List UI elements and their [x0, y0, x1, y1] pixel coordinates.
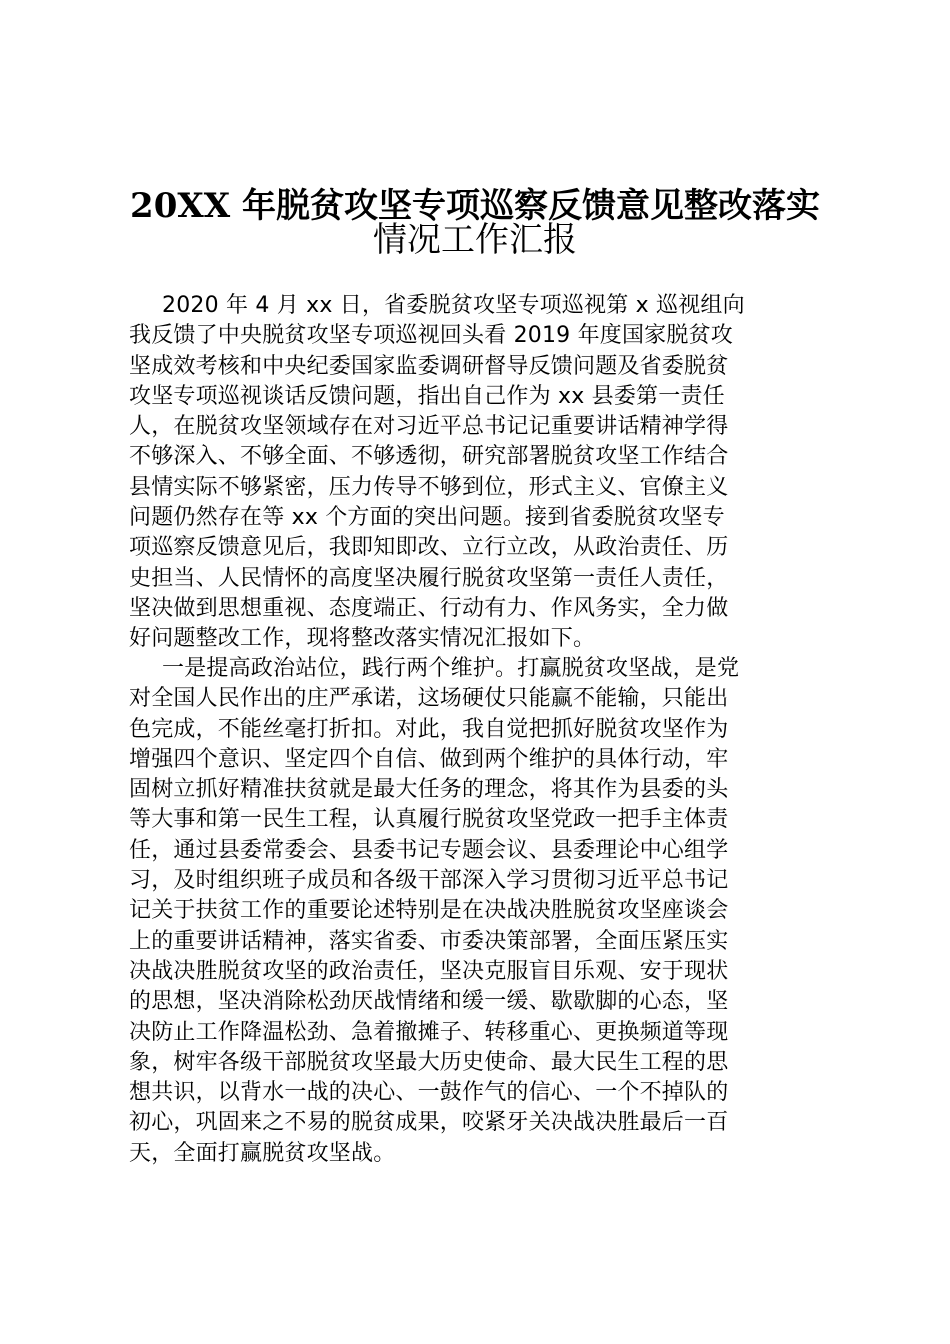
- document-title-line-1: 20XX 年脱贫攻坚专项巡察反馈意见整改落实: [130, 186, 820, 226]
- paragraph-line: 记关于扶贫工作的重要论述特别是在决战决胜脱贫攻坚座谈会: [129, 898, 729, 924]
- paragraph-line: 对全国人民作出的庄严承诺，这场硬仗只能赢不能输，只能出: [129, 686, 729, 712]
- paragraph-line: 固树立抓好精准扶贫就是最大任务的理念，将其作为县委的头: [129, 777, 729, 803]
- paragraph-line: 2020 年 4 月 xx 日，省委脱贫攻坚专项巡视第 x 巡视组向: [162, 293, 745, 318]
- paragraph-line: 史担当、人民情怀的高度坚决履行脱贫攻坚第一责任人责任，: [129, 565, 729, 591]
- paragraph-line: 想共识，以背水一战的决心、一鼓作气的信心、一个不掉队的: [129, 1080, 729, 1106]
- paragraph-line: 坚成效考核和中央纪委国家监委调研督导反馈问题及省委脱贫: [129, 353, 729, 379]
- paragraph-line: 象，树牢各级干部脱贫攻坚最大历史使命、最大民生工程的思: [129, 1049, 729, 1075]
- paragraph-political-stance: [129, 654, 829, 1169]
- paragraph-intro: [129, 291, 829, 655]
- paragraph-line: 好问题整改工作，现将整改落实情况汇报如下。: [129, 626, 596, 652]
- paragraph-line: 县情实际不够紧密，压力传导不够到位，形式主义、官僚主义: [129, 474, 729, 500]
- paragraph-line: 习，及时组织班子成员和各级干部深入学习贯彻习近平总书记: [129, 868, 729, 894]
- paragraph-line: 攻坚专项巡视谈话反馈问题，指出自己作为 xx 县委第一责任: [129, 383, 725, 409]
- document-title-line-2: 情况工作汇报: [373, 220, 577, 260]
- paragraph-line: 坚决做到思想重视、态度端正、行动有力、作风务实，全力做: [129, 595, 729, 621]
- paragraph-line: 等大事和第一民生工程，认真履行脱贫攻坚党政一把手主体责: [129, 807, 729, 833]
- paragraph-line: 的思想，坚决消除松劲厌战情绪和缓一缓、歇歇脚的心态，坚: [129, 989, 729, 1015]
- paragraph-line: 不够深入、不够全面、不够透彻，研究部署脱贫攻坚工作结合: [129, 444, 729, 470]
- paragraph-line: 任，通过县委常委会、县委书记专题会议、县委理论中心组学: [129, 837, 729, 863]
- paragraph-line: 天，全面打赢脱贫攻坚战。: [129, 1140, 396, 1166]
- paragraph-line: 色完成，不能丝毫打折扣。对此，我自觉把抓好脱贫攻坚作为: [129, 716, 729, 742]
- paragraph-line: 一是提高政治站位，践行两个维护。打赢脱贫攻坚战，是党: [162, 656, 740, 681]
- paragraph-line: 问题仍然存在等 xx 个方面的突出问题。接到省委脱贫攻坚专: [129, 505, 725, 531]
- paragraph-line: 增强四个意识、坚定四个自信、做到两个维护的具体行动，牢: [129, 746, 729, 772]
- paragraph-line: 人，在脱贫攻坚领域存在对习近平总书记记重要讲话精神学得: [129, 414, 729, 440]
- paragraph-line: 决防止工作降温松劲、急着撤摊子、转移重心、更换频道等现: [129, 1019, 729, 1045]
- paragraph-line: 初心，巩固来之不易的脱贫成果，咬紧牙关决战决胜最后一百: [129, 1110, 729, 1136]
- paragraph-line: 我反馈了中央脱贫攻坚专项巡视回头看 2019 年度国家脱贫攻: [129, 323, 733, 349]
- paragraph-line: 决战决胜脱贫攻坚的政治责任，坚决克服盲目乐观、安于现状: [129, 958, 729, 984]
- paragraph-line: 上的重要讲话精神，落实省委、市委决策部署，全面压紧压实: [129, 928, 729, 954]
- paragraph-line: 项巡察反馈意见后，我即知即改、立行立改，从政治责任、历: [129, 535, 729, 561]
